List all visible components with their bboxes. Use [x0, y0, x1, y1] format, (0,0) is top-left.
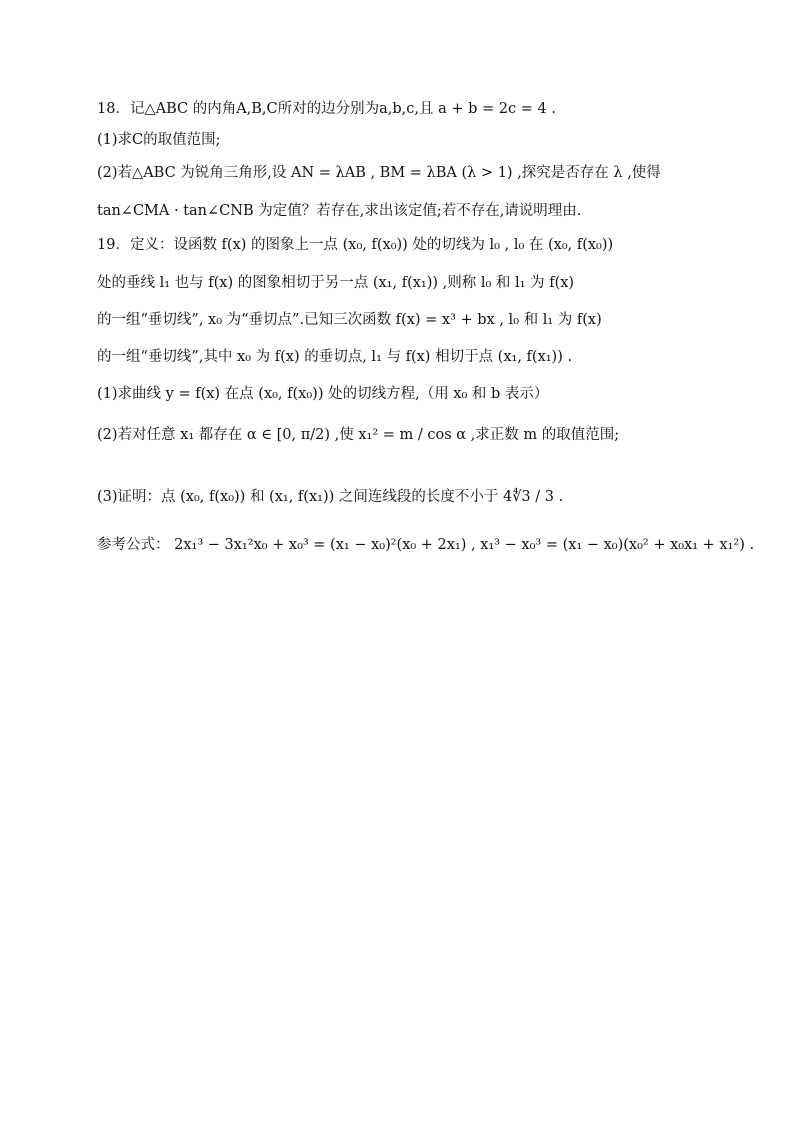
problem-19-definition: 19．定义：设函数 f(x) 的图象上一点 (x₀, f(x₀)) 处的切线为 l₀ , l₀ 在 (x₀, f(x₀)) — [97, 237, 614, 253]
problem-18-part-1: (1)求C的取值范围; — [97, 132, 221, 148]
problem-19-definition-line-4: 的一组“垂切线”,其中 x₀ 为 f(x) 的垂切点, l₁ 与 f(x) 相切于点 (x₁, f(x₁)) . — [97, 349, 573, 365]
problem-18-part-2-continued: tan∠CMA · tan∠CNB 为定值？若存在,求出该定值;若不存在,请说明理由. — [97, 203, 582, 219]
problem-19-definition-line-2: 处的垂线 l₁ 也与 f(x) 的图象相切于另一点 (x₁, f(x₁)) ,则称 l₀ 和 l₁ 为 f(x) — [97, 275, 575, 291]
reference-formulas: 参考公式： 2x₁³ − 3x₁²x₀ + x₀³ = (x₁ − x₀)²(x₀ + 2x₁) , x₁³ − x₀³ = (x₁ − x₀)(x₀² + x₀x₁ + x₁²) . — [97, 537, 755, 553]
problem-19-definition-line-3: 的一组“垂切线”, x₀ 为“垂切点”.已知三次函数 f(x) = x³ + bx , l₀ 和 l₁ 为 f(x) — [97, 312, 602, 328]
problem-18-part-2: (2)若△ABC 为锐角三角形,设 AN = λAB , BM = λBA (λ > 1) ,探究是否存在 λ ,使得 — [97, 165, 661, 181]
problem-19-part-2: (2)若对任意 x₁ 都存在 α ∈ [0, π/2) ,使 x₁² = m / cos α ,求正数 m 的取值范围; — [97, 427, 620, 443]
problem-19-part-3: (3)证明：点 (x₀, f(x₀)) 和 (x₁, f(x₁)) 之间连线段的长度不小于 4∜3 / 3 . — [97, 489, 564, 505]
problem-18-statement: 18．记△ABC 的内角A,B,C所对的边分别为a,b,c,且 a + b = 2c = 4 . — [97, 101, 556, 117]
problem-19-part-1: (1)求曲线 y = f(x) 在点 (x₀, f(x₀)) 处的切线方程,（用 x₀ 和 b 表示） — [97, 386, 549, 402]
